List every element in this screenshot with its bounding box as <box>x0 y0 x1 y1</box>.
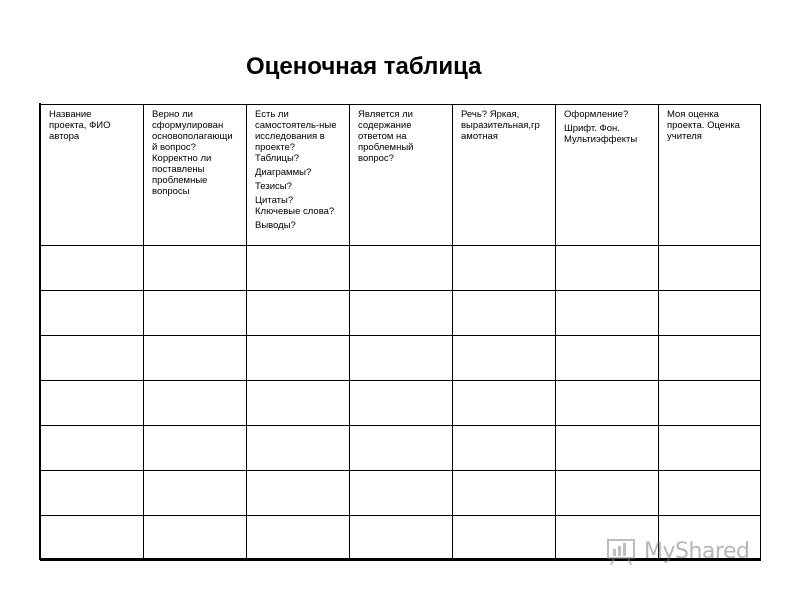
header-line: проекта, ФИО <box>49 120 111 131</box>
watermark <box>606 536 749 566</box>
table-row <box>41 381 761 426</box>
table-cell[interactable] <box>144 516 247 561</box>
header-line: Шрифт. Фон. <box>564 123 620 134</box>
table-cell[interactable] <box>556 426 659 471</box>
table-cell[interactable] <box>453 426 556 471</box>
header-line: вопросы <box>152 186 190 197</box>
table-cell[interactable] <box>350 516 453 561</box>
table-cell[interactable] <box>350 381 453 426</box>
header-line: сформулирован <box>152 120 224 131</box>
table-row <box>41 291 761 336</box>
page-title: Оценочная таблица <box>246 53 482 80</box>
table-cell[interactable] <box>659 426 761 471</box>
header-line: выразительная,гр <box>461 120 540 131</box>
header-line: основополагающи <box>152 131 233 142</box>
header-line: проекта. Оценка <box>667 120 740 131</box>
table-cell[interactable] <box>247 246 350 291</box>
table-cell[interactable] <box>247 291 350 336</box>
table-cell[interactable] <box>556 381 659 426</box>
table-cell[interactable] <box>350 426 453 471</box>
table-cell[interactable] <box>453 246 556 291</box>
header-line: Цитаты? <box>255 195 294 206</box>
header-line: проекте? <box>255 142 296 153</box>
table-cell[interactable] <box>144 336 247 381</box>
table-cell[interactable] <box>41 336 144 381</box>
myshared-logo-icon <box>606 536 640 566</box>
table-cell[interactable] <box>453 291 556 336</box>
table-cell[interactable] <box>247 381 350 426</box>
table-cell[interactable] <box>350 336 453 381</box>
table-cell[interactable] <box>453 516 556 561</box>
table-border-left <box>39 103 41 560</box>
table-cell[interactable] <box>659 381 761 426</box>
table-cell[interactable] <box>659 336 761 381</box>
header-line: Оформление? <box>564 109 629 120</box>
table-cell[interactable] <box>350 246 453 291</box>
table-cell[interactable] <box>41 291 144 336</box>
header-line: учителя <box>667 131 702 142</box>
table-cell[interactable] <box>247 516 350 561</box>
table-cell[interactable] <box>41 381 144 426</box>
table-cell[interactable] <box>144 381 247 426</box>
header-line: Выводы? <box>255 220 296 231</box>
header-line: Речь? Яркая, <box>461 109 520 120</box>
table-cell[interactable] <box>350 471 453 516</box>
table-row <box>41 246 761 291</box>
header-cell-content <box>350 105 453 246</box>
header-line: исследования в <box>255 131 325 142</box>
header-line: содержание <box>358 120 412 131</box>
header-cell-grade <box>659 105 761 246</box>
header-line: самостоятель-ные <box>255 120 337 131</box>
table-cell[interactable] <box>41 471 144 516</box>
table-cell[interactable] <box>41 246 144 291</box>
header-line: вопрос? <box>358 153 394 164</box>
table-cell[interactable] <box>247 336 350 381</box>
header-cell-research <box>247 105 350 246</box>
table-row <box>41 426 761 471</box>
table-row <box>41 336 761 381</box>
table-cell[interactable] <box>350 291 453 336</box>
table-cell[interactable] <box>247 426 350 471</box>
table-cell[interactable] <box>453 381 556 426</box>
header-cell-project-name <box>41 105 144 246</box>
table-cell[interactable] <box>41 426 144 471</box>
table-cell[interactable] <box>556 471 659 516</box>
table-cell[interactable] <box>144 246 247 291</box>
header-line: Таблицы? <box>255 153 300 164</box>
header-cell-question <box>144 105 247 246</box>
table-cell[interactable] <box>556 246 659 291</box>
header-line: Корректно ли <box>152 153 212 164</box>
header-line: й вопрос? <box>152 142 196 153</box>
table-cell[interactable] <box>556 291 659 336</box>
table-cell[interactable] <box>556 336 659 381</box>
header-line: Мультиэффекты <box>564 134 638 145</box>
table-cell[interactable] <box>144 426 247 471</box>
table-cell[interactable] <box>453 471 556 516</box>
header-line: автора <box>49 131 80 142</box>
header-line: поставлены <box>152 164 205 175</box>
header-line: Верно ли <box>152 109 193 120</box>
header-line: проблемный <box>358 142 414 153</box>
header-cell-design <box>556 105 659 246</box>
header-cell-speech <box>453 105 556 246</box>
table-cell[interactable] <box>659 291 761 336</box>
table-cell[interactable] <box>247 471 350 516</box>
table-cell[interactable] <box>144 471 247 516</box>
header-line: ответом на <box>358 131 407 142</box>
watermark-text: MyShared <box>644 538 750 564</box>
table-cell[interactable] <box>144 291 247 336</box>
table-body <box>41 246 761 561</box>
table-cell[interactable] <box>659 471 761 516</box>
table-cell[interactable] <box>453 336 556 381</box>
header-line: амотная <box>461 131 498 142</box>
header-line: Название <box>49 109 92 120</box>
table-header-row <box>41 105 761 246</box>
header-line: Диаграммы? <box>255 167 312 178</box>
header-line: Есть ли <box>255 109 289 120</box>
table-cell[interactable] <box>659 246 761 291</box>
header-line: Тезисы? <box>255 181 292 192</box>
evaluation-table <box>40 104 761 561</box>
header-line: Ключевые слова? <box>255 206 335 217</box>
table-cell[interactable] <box>41 516 144 561</box>
table-row <box>41 471 761 516</box>
header-line: Моя оценка <box>667 109 719 120</box>
header-line: проблемные <box>152 175 208 186</box>
header-line: Является ли <box>358 109 413 120</box>
